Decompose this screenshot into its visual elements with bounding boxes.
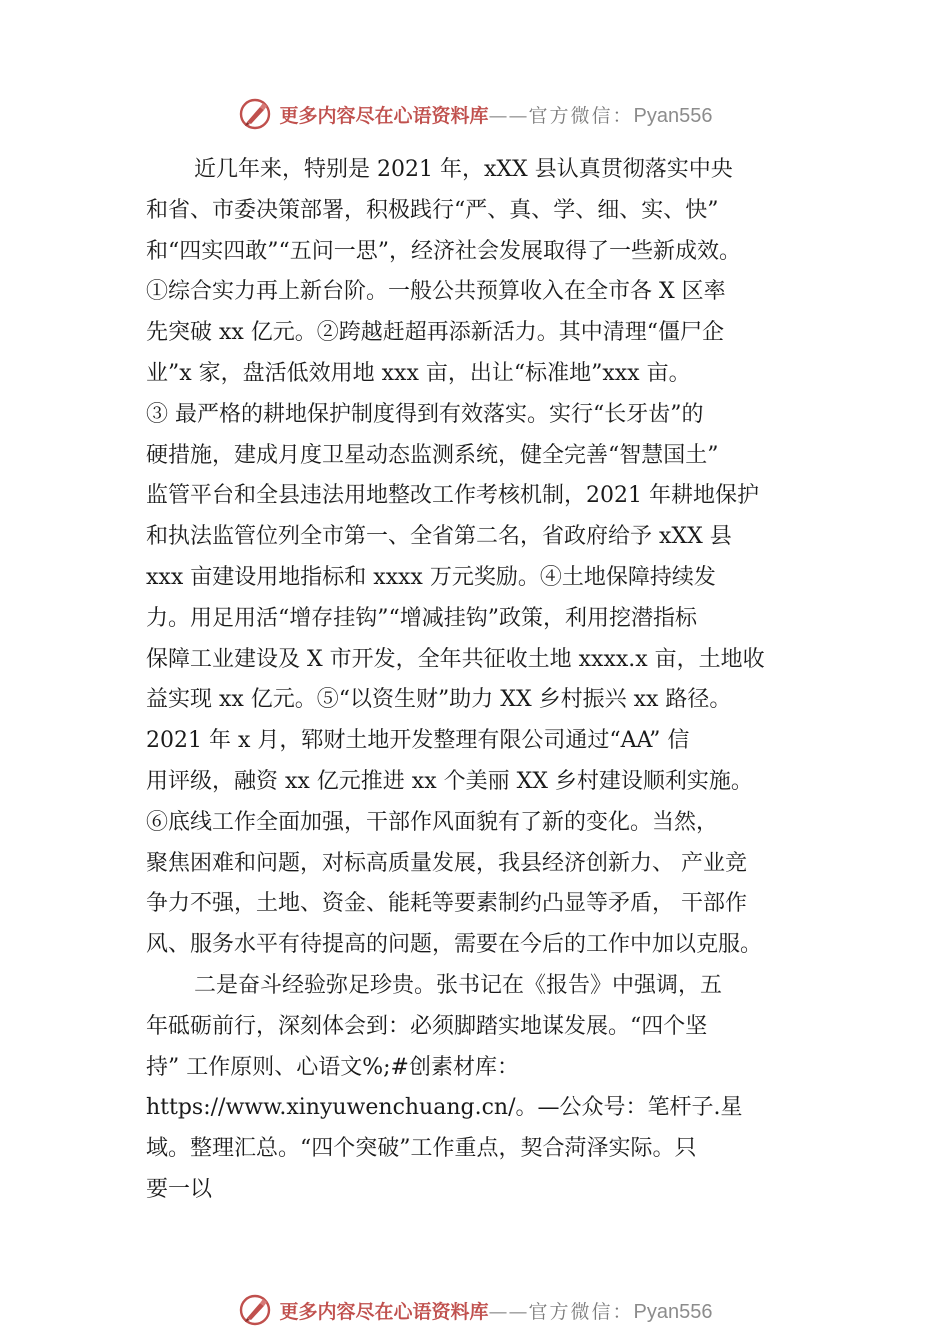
text-line: 域。整理汇总。“四个突破”工作重点，契合菏泽实际。只	[146, 1136, 697, 1162]
text-line: ①综合实力再上新台阶。一般公共预算收入在全市各 X 区率	[146, 279, 726, 305]
text-line: 业”x 家，盘活低效用地 xxx 亩，出让“标准地”xxx 亩。	[146, 360, 691, 386]
banner-dash: ——	[488, 1300, 529, 1323]
text-line: 监管平台和全县违法用地整改工作考核机制，2021 年耕地保护	[146, 483, 759, 509]
text-line: 先突破 xx 亿元。②跨越赶超再添新活力。其中清理“僵尸企	[146, 320, 725, 346]
banner-dash: ——	[488, 104, 529, 127]
banner-label: 官方微信：	[528, 104, 634, 127]
footer-banner	[0, 1290, 950, 1330]
text-line: 和执法监管位列全市第一、全省第二名，省政府给予 xXX 县	[146, 524, 732, 550]
text-line: 保障工业建设及 X 市开发，全年共征收土地 xxxx.x 亩，土地收	[146, 646, 765, 672]
text-line: 争力不强，土地、资金、能耗等要素制约凸显等矛盾， 干部作	[146, 891, 747, 917]
text-line: 2021 年 x 月，郓财土地开发整理有限公司通过“AA” 信	[146, 728, 690, 754]
text-line: 用评级，融资 xx 亿元推进 xx 个美丽 XX 乡村建设顺利实施。	[146, 768, 753, 794]
banner-wechat-id: Pyan556	[633, 1300, 713, 1323]
text-line: https://www.xinyuwenchuang.cn/。—公众号：笔杆子.星	[146, 1095, 743, 1121]
banner-wechat-id: Pyan556	[633, 104, 713, 127]
text-line: 和“四实四敢”“五问一思”，经济社会发展取得了一些新成效。	[146, 238, 741, 264]
text-line: xxx 亩建设用地指标和 xxxx 万元奖励。④土地保障持续发	[146, 564, 716, 590]
text-line: 力。用足用活“增存挂钩”“增减挂钩”政策，利用挖潜指标	[146, 605, 697, 631]
text-line: 二是奋斗经验弥足珍贵。张书记在《报告》中强调，五	[194, 972, 723, 998]
document-body	[146, 150, 836, 1211]
banner-text	[280, 1297, 713, 1324]
text-line: 要一以	[146, 1176, 213, 1202]
text-line: 硬措施，建成月度卫星动态监测系统，健全完善“智慧国土”	[146, 442, 719, 468]
pen-logo-icon	[238, 1293, 272, 1327]
pen-logo-icon	[238, 97, 272, 131]
text-line: ③ 最严格的耕地保护制度得到有效落实。实行“长牙齿”的	[146, 401, 704, 427]
text-line: 益实现 xx 亿元。⑤“以资生财”助力 XX 乡村振兴 xx 路径。	[146, 687, 732, 713]
header-banner	[0, 94, 950, 134]
text-line: ⑥底线工作全面加强，干部作风面貌有了新的变化。当然，	[146, 809, 719, 835]
text-line: 聚焦困难和问题，对标高质量发展，我县经济创新力、 产业竞	[146, 850, 747, 876]
banner-highlight: 更多内容尽在心语资料库	[279, 104, 489, 127]
text-line: 年砥砺前行，深刻体会到：必须脚踏实地谋发展。“四个坚	[146, 1013, 708, 1039]
text-line: 持” 工作原则、心语文%;#创素材库：	[146, 1054, 519, 1080]
banner-text	[280, 101, 713, 128]
text-line: 风、服务水平有待提高的问题，需要在今后的工作中加以克服。	[146, 932, 763, 958]
text-line: 和省、市委决策部署，积极践行“严、真、学、细、实、快”	[146, 197, 719, 223]
banner-highlight: 更多内容尽在心语资料库	[279, 1300, 489, 1323]
text-line: 近几年来，特别是 2021 年，xXX 县认真贯彻落实中央	[194, 157, 733, 182]
banner-label: 官方微信：	[528, 1300, 634, 1323]
